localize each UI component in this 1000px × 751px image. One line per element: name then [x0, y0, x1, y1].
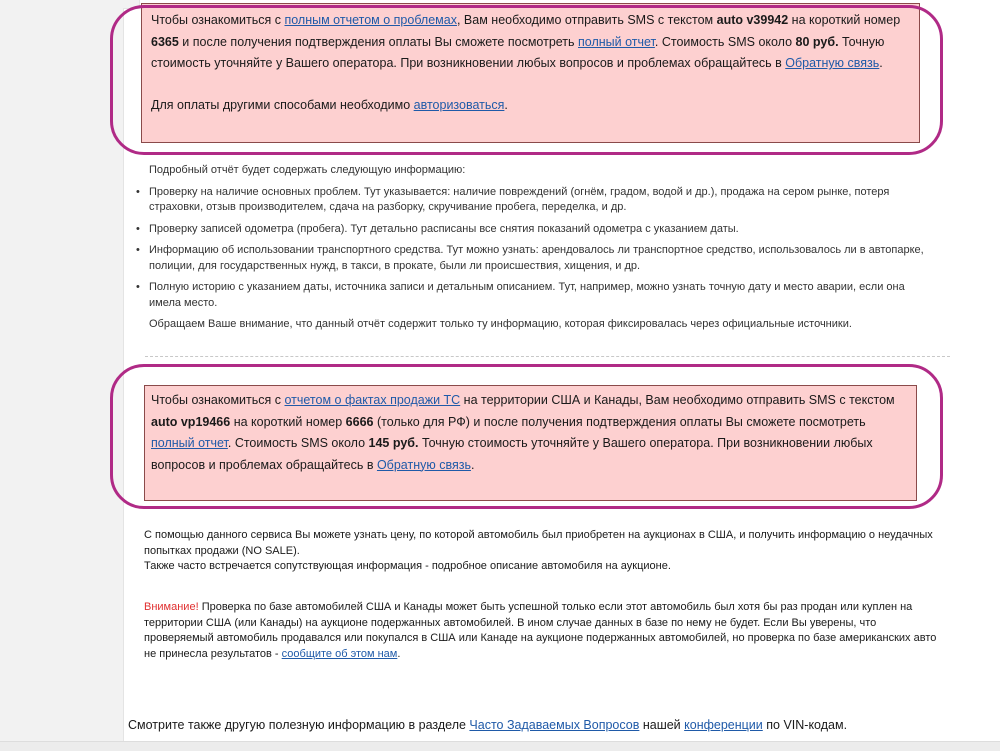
login-link[interactable]: авторизоваться [413, 97, 505, 112]
faq-link[interactable]: Часто Задаваемых Вопросов [469, 718, 640, 732]
list-item: • Информацию об использовании транспортного средства. Тут можно узнать: арендовалось ли транспортное средство, использовалось ли в автопарке, полиции, для государственных нужд, в такси, в прокате, были ли происшествия, хищения, и др. [136, 244, 924, 272]
report-contents-heading: Подробный отчёт будет содержать следующую информацию: [149, 164, 466, 176]
report-to-us-link[interactable]: сообщите об этом нам [281, 647, 398, 660]
bullet-icon: • [136, 185, 140, 198]
footer-see-also: Смотрите также другую полезную информацию в разделе Часто Задаваемых Вопросов нашей конференции по VIN-кодам. [128, 718, 848, 732]
full-report-sms-box [141, 3, 920, 143]
usa-auction-info [144, 528, 944, 575]
sms-text-code: auto vp19466 [151, 414, 231, 429]
sms-text-code: auto v39942 [716, 13, 789, 27]
short-number: 6666 [345, 414, 374, 429]
sms-price: 80 руб. [795, 34, 839, 49]
warning-paragraph: Внимание! Проверка по базе автомобилей США и Канады может быть успешной только если этот автомобиль был хотя бы раз продан или куплен на территории США (или Канады) на аукционе подержанных автомобилей. В ином случае данных в базе по нему не будет. Если Вы уверены, что проверяемый автомобиль продавался или покупался в США или Канаде на аукционе подержанных автомобилей, но проверка по базе американских авто не принесла результатов - сообщите об этом нам. [144, 601, 937, 660]
full-problem-report-link[interactable]: полным отчетом о проблемах [284, 13, 457, 27]
full-report-sms-paragraph: Чтобы ознакомиться с полным отчетом о проблемах, Вам необходимо отправить SMS с текстом auto v39942 на короткий номер 6365 и после получения подтверждения оплаты Вы сможете посмотреть полный отчет. Стоимость SMS около 80 руб. Точную стоимость уточняйте у Вашего оператора. При возникновении любых вопросов и проблемах обращайтесь в Обратную связь. [151, 13, 901, 70]
list-item: • Проверку записей одометра (пробега). Тут детально расписаны все снятия показаний одометра с указанием даты. [136, 222, 936, 238]
usa-info-text: С помощью данного сервиса Вы можете узнать цену, по которой автомобиль был приобретен на аукционах в США, и получить информацию о неудачных попытках продажи (NO SALE). [144, 529, 933, 557]
full-report-link[interactable]: полный отчет [578, 34, 655, 49]
warning-label: Внимание! [144, 601, 199, 613]
sales-facts-report-link[interactable]: отчетом о фактах продажи ТС [284, 393, 461, 407]
report-contents-section [136, 163, 936, 333]
bullet-icon: • [136, 244, 140, 256]
bullet-icon: • [136, 281, 140, 293]
feedback-link[interactable]: Обратную связь [785, 56, 880, 70]
list-item: • Проверку на наличие основных проблем. Тут указывается: наличие повреждений (огнём, градом, водой и др.), продажа на сером рынке, потеря страховки, отзыв производителем, сдача на разборку, скручивание пробега, переделка, и др. [136, 185, 890, 213]
feedback-link[interactable]: Обратную связь [376, 457, 471, 472]
report-contents-list [136, 185, 936, 312]
full-report-link[interactable]: полный отчет [151, 436, 228, 450]
bullet-icon: • [136, 222, 140, 235]
section-divider [145, 356, 950, 357]
conference-link[interactable]: конференции [684, 718, 763, 732]
sales-report-sms-box [144, 385, 917, 501]
list-item: • Полную историю с указанием даты, источника записи и детальным описанием. Тут, например, можно узнать точную дату и место аварии, если она имела место. [136, 281, 905, 309]
top-left-notch [123, 0, 140, 9]
other-payment-line: Для оплаты другими способами необходимо авторизоваться. [151, 97, 508, 112]
sales-report-sms-paragraph: Чтобы ознакомиться с отчетом о фактах продажи ТС на территории США и Канады, Вам необходимо отправить SMS с текстом auto vp19466 на короткий номер 6666 (только для РФ) и после получения подтверждения оплаты Вы сможете посмотреть полный отчет. Стоимость SMS около 145 руб. Точную стоимость уточняйте у Вашего оператора. При возникновении любых вопросов и проблемах обращайтесь в Обратную связь. [151, 393, 895, 472]
short-number: 6365 [151, 34, 179, 49]
sms-price: 145 руб. [368, 436, 419, 450]
official-sources-note: Обращаем Ваше внимание, что данный отчёт содержит только ту информацию, которая фиксировалась через официальные источники. [149, 318, 852, 330]
left-sidebar-strip [0, 0, 124, 741]
usa-info-extra: Также часто встречается сопутствующая информация - подробное описание автомобиля на аукционе. [144, 560, 671, 572]
